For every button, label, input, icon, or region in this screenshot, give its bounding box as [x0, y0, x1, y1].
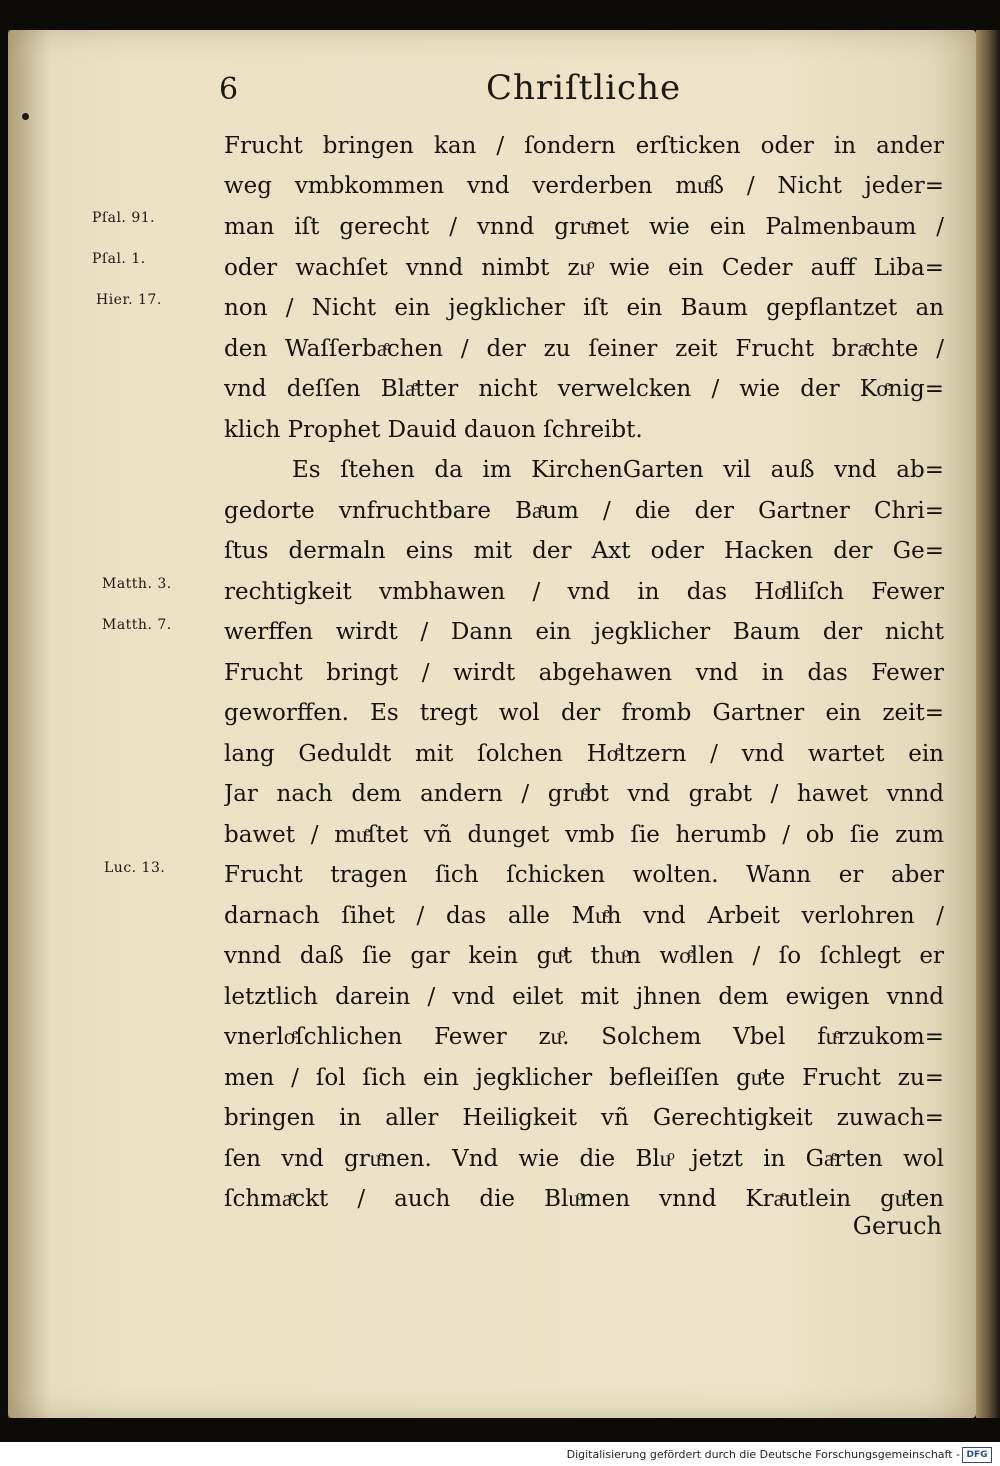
text-line: Frucht bringen kan / ſondern erſticken oder in ander	[224, 133, 944, 159]
text-line: bringen in aller Heiligkeit vñ Gerechtigkeit zuwach=	[224, 1105, 944, 1131]
margin-dot	[22, 113, 29, 120]
text-line: klich Prophet Dauid dauon ſchreibt.	[224, 417, 643, 443]
text-line: Es ſtehen da im KirchenGarten vil auß vnd ab=	[292, 457, 944, 483]
text-line: Jar nach dem andern / gruͤbt vnd grabt / hawet vnnd	[224, 781, 944, 807]
footer-bar	[0, 1444, 1000, 1466]
text-line: darnach ſihet / das alle Muͤh vnd Arbeit verlohren /	[224, 903, 944, 929]
margin-note: Pſal. 91.	[92, 210, 156, 226]
page-gutter	[8, 30, 52, 1418]
text-line: den Waſſerbaͤchen / der zu ſeiner zeit Frucht braͤchte /	[224, 336, 944, 362]
page-edge	[976, 30, 1000, 1418]
footer-credit: Digitalisierung gefördert durch die Deutsche Forschungsgemeinschaft -	[566, 1448, 960, 1461]
text-line: man iſt gerecht / vnnd gruͤnet wie ein Palmenbaum /	[224, 214, 944, 240]
text-line: men / ſol ſich ein jegklicher befleiſſen guͦte Frucht zu=	[224, 1065, 944, 1091]
margin-note: Luc. 13.	[104, 860, 166, 876]
text-line: Frucht bringt / wirdt abgehawen vnd in das Fewer	[224, 660, 944, 686]
margin-note: Hier. 17.	[96, 292, 162, 308]
text-line: vnnd daß ſie gar kein guͦt thuͦn woͤllen / ſo ſchlegt er	[224, 943, 944, 969]
text-line: non / Nicht ein jegklicher iſt ein Baum gepflantzet an	[224, 295, 944, 321]
margin-note: Pſal. 1.	[92, 251, 146, 267]
page-number: 6	[219, 72, 239, 107]
text-line: ſtus dermaln eins mit der Axt oder Hacken der Ge=	[224, 538, 944, 564]
running-head: Chriſtliche	[486, 68, 682, 108]
text-line: ſen vnd gruͤnen. Vnd wie die Bluͦ jetzt in Gaͤrten wol	[224, 1146, 944, 1172]
text-line: oder wachſet vnnd nimbt zuͦ wie ein Ceder auff Liba=	[224, 255, 944, 281]
text-line: geworffen. Es tregt wol der fromb Gartner ein zeit=	[224, 700, 944, 726]
text-line: bawet / muͤſtet vñ dunget vmb ſie herumb / ob ſie zum	[224, 822, 944, 848]
text-line: ſchmaͤckt / auch die Bluͦmen vnnd Kraͤutlein guͦten	[224, 1186, 944, 1212]
catchword: Geruch	[852, 1212, 942, 1240]
text-line: rechtigkeit vmbhawen / vnd in das Hoͤlliſch Fewer	[224, 579, 944, 605]
text-line: Frucht tragen ſich ſchicken wolten. Wann er aber	[224, 862, 944, 888]
text-line: vnd deſſen Blaͤtter nicht verwelcken / wie der Koͤnig=	[224, 376, 944, 402]
dfg-logo: DFG	[962, 1447, 992, 1463]
text-line: lang Geduldt mit ſolchen Hoͤltzern / vnd wartet ein	[224, 741, 944, 767]
text-line: weg vmbkommen vnd verderben muͤß / Nicht jeder=	[224, 173, 944, 199]
text-line: vnerloͤſchlichen Fewer zuͦ. Solchem Vbel fuͤrzukom=	[224, 1024, 944, 1050]
text-line: werffen wirdt / Dann ein jegklicher Baum der nicht	[224, 619, 944, 645]
margin-note: Matth. 7.	[102, 617, 172, 633]
text-line: letztlich darein / vnd eilet mit jhnen dem ewigen vnnd	[224, 984, 944, 1010]
text-line: gedorte vnfruchtbare Baͤum / die der Gartner Chri=	[224, 498, 944, 524]
margin-note: Matth. 3.	[102, 576, 172, 592]
